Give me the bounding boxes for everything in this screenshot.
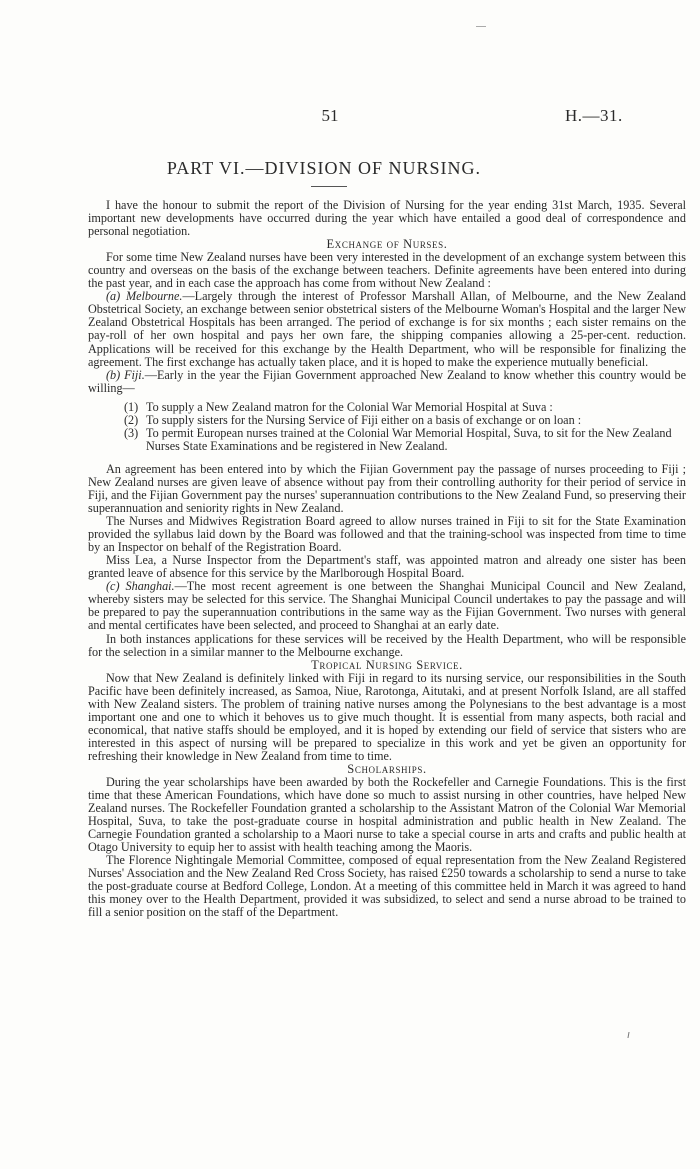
paragraph-miss-lea: Miss Lea, a Nurse Inspector from the Department's staff, was appointed matron and already one sister has been granted leave of absence for this service by the Marlborough Hospital Board. <box>88 553 686 581</box>
page-title: PART VI.—DIVISION OF NURSING. <box>166 158 482 178</box>
list-item-number: (3) <box>124 425 139 440</box>
shanghai-label: (c) Shanghai. <box>106 579 175 594</box>
fiji-text: —Early in the year the Fijian Government approached New Zealand to know whether this country would be willing— <box>88 367 686 395</box>
paragraph-both-instances: In both instances applications for these services will be received by the Health Department, who will be responsible for the selection in a similar manner to the Melbourne exchange. <box>88 631 686 659</box>
paragraph-fiji <box>88 369 686 395</box>
paragraph-agreement: An agreement has been entered into by which the Fijian Government pay the passage of nurses proceeding to Fiji ; New Zealand nurses are given leave of absence without pay from their controlling authority for their period of service in Fiji, and the Fijian Government pay the nurses' superannuation contributions to the New Zealand Fund, so preserving their superannuation and seniority rights in New Zealand. <box>88 461 686 516</box>
document-body <box>88 197 686 920</box>
paragraph-exchange-intro: For some time New Zealand nurses have been very interested in the development of an exchange system between this country and overseas on the basis of the exchange between teachers. Definite agreements have been entered into during the past year, and in each case the approach has come from without New Zealand : <box>88 250 686 291</box>
paragraph-melbourne <box>88 290 686 368</box>
fiji-label: (b) Fiji. <box>106 367 145 382</box>
heading-exchange: Exchange of Nurses. <box>326 237 448 252</box>
melbourne-label: (a) Melbourne. <box>106 289 183 304</box>
page-number: 51 <box>321 106 339 125</box>
fiji-request-list <box>88 401 686 453</box>
heading-scholarships: Scholarships. <box>347 761 427 776</box>
paragraph-scholarships: During the year scholarships have been awarded by both the Rockefeller and Carnegie Foundations. This is the first time that these American Foundations, which have done so much to assist nursing in other countries, have helped New Zealand nurses. The Rockefeller Foundation granted a scholarship to the Assistant Matron of the Colonial War Memorial Hospital, Suva, to take the post-graduate course in hospital administration and public health in New Zealand. The Carnegie Foundation granted a scholarship to a Maori nurse to take a special course in arts and crafts and public health at Otago University to equip her to assist with health teaching among the Maoris. <box>88 775 686 855</box>
document-reference: H.—31. <box>565 106 623 125</box>
paragraph-shanghai <box>88 580 686 632</box>
scan-mark <box>627 1032 633 1038</box>
heading-tropical: Tropical Nursing Service. <box>311 657 463 672</box>
list-item-text: To permit European nurses trained at the Colonial War Memorial Hospital, Suva, to sit for the New Zealand Nurses State Examinations and be registered in New Zealand. <box>146 425 672 453</box>
list-item-text: To supply a New Zealand matron for the Colonial War Memorial Hospital at Suva : <box>146 399 553 414</box>
list-item-number: (1) <box>124 399 139 414</box>
intro-paragraph: I have the honour to submit the report of the Division of Nursing for the year ending 31st March, 1935. Several important new developments have occurred during the year which have entailed a good deal of correspondence and personal negotiation. <box>88 198 686 239</box>
paragraph-tropical: Now that New Zealand is definitely linked with Fiji in regard to its nursing service, our responsibilities in the South Pacific have been definitely increased, as Samoa, Niue, Rarotonga, Aitutaki, and at present Norfolk Island, are all staffed with New Zealand sisters. The problem of training native nurses among the Polynesians to the best advantage is a most important one and one to which it behoves us to give much thought. It is essential from many aspects, both racial and economical, that native staffs should be employed, and it is hoped by extending our field of service that sisters who are interested in this aspect of nursing will be prepared to specialize in this work and yet be given an opportunity for refreshing their knowledge in New Zealand from time to time. <box>88 670 686 763</box>
paragraph-florence-nightingale: The Florence Nightingale Memorial Committee, composed of equal representation from the New Zealand Registered Nurses' Association and the New Zealand Red Cross Society, has raised £250 towards a scholarship to send a nurse to take the post-graduate course at Bedford College, London. At a meeting of this committee held in March it was agreed to hand this money over to the Health Department, provided it was subsidized, to select and send a nurse abroad to be trained to fill a senior position on the staff of the Department. <box>88 853 686 920</box>
melbourne-text: —Largely through the interest of Professor Marshall Allan, of Melbourne, and the New Zealand Obstetrical Society, an exchange between senior obstetrical sisters of the Melbourne Woman's Hospital and the larger New Zealand Obstetrical Hospitals has been arranged. The period of exchange is for six months ; each sister remains on the pay-roll of her own hospital and pays her own fare, the shipping companies allowing a 25-per-cent. reduction. Applications will be received for this exchange by the Health Department, who will be responsible for finalizing the agreement. The first exchange has actually taken place, and it is hoped to make the experience mutually beneficial. <box>88 289 687 369</box>
list-item-number: (2) <box>124 412 139 427</box>
title-rule <box>311 186 347 187</box>
list-item <box>88 427 686 453</box>
scan-mark <box>476 26 486 27</box>
shanghai-text: —The most recent agreement is one between the Shanghai Municipal Council and New Zealand, whereby sisters may be selected for this service. The Shanghai Municipal Council undertakes to pay the passage and will be prepared to pay the superannuation contributions in the same way as the Fijian Government. Two nurses with general and mental certificates have been selected, and proceed to Shanghai at an early date. <box>88 579 686 633</box>
list-item-text: To supply sisters for the Nursing Service of Fiji either on a basis of exchange or on loan : <box>146 412 582 427</box>
paragraph-registration-board: The Nurses and Midwives Registration Board agreed to allow nurses trained in Fiji to sit for the State Examination provided the syllabus laid down by the Board was followed and that the training-school was inspected from time to time by an Inspector on behalf of the Registration Board. <box>88 514 686 555</box>
